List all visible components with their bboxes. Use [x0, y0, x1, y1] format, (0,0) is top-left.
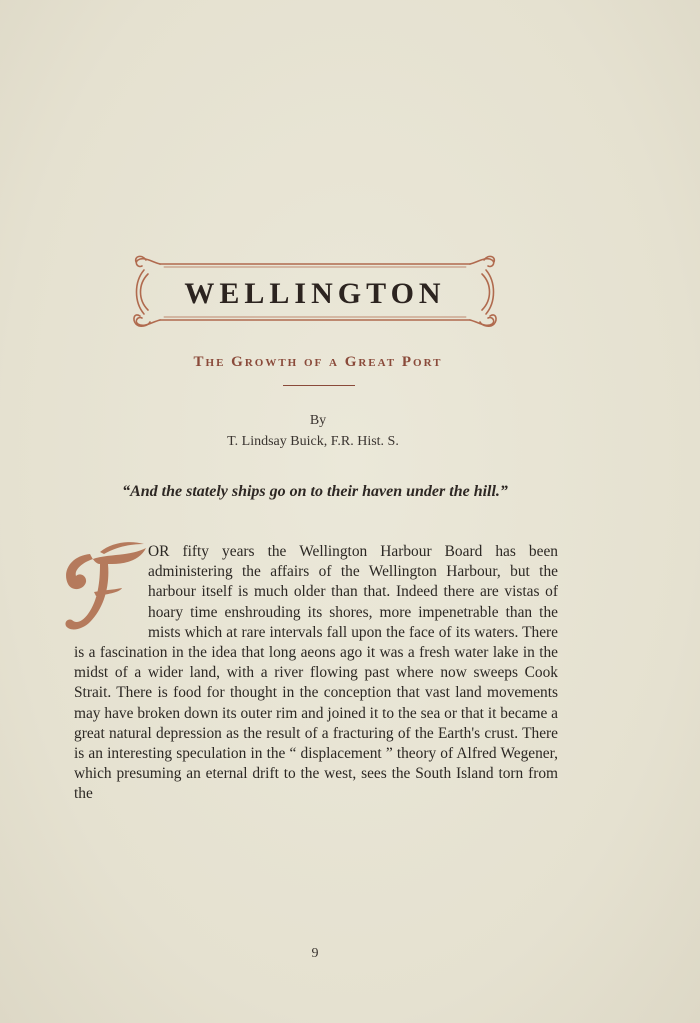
- author-name: T. Lindsay Buick, F.R. Hist. S.: [227, 434, 399, 449]
- title-cartouche: [130, 252, 500, 332]
- epigraph-quote: “And the stately ships go on to their haven under the hill.”: [122, 483, 508, 500]
- divider: [283, 385, 355, 386]
- subtitle: The Growth of a Great Port: [193, 354, 443, 370]
- page-title: WELLINGTON: [184, 277, 446, 310]
- byline: By: [309, 413, 327, 428]
- page-number: 9: [311, 946, 319, 961]
- body-paragraph: [74, 542, 558, 805]
- dropcap: [60, 542, 146, 642]
- body-text: OR fifty years the Wellington Harbour Board has been administering the affairs of the Wellington Harbour, but the harbour itself is much older than that. Indeed there are vistas of hoary time enshrouding its shores, more impenetrable than the mists which at rare intervals fall upon the face of its waters. There is a fascination in the idea that long aeons ago it was a fresh water lake in the midst of a wider land, with a river flowing past where now sweeps Cook Strait. There is food for thought in the conception that vast land movements may have broken down its outer rim and joined it to the sea or that it became a great natural depression as the result of a fracturing of the Earth's crust. There is an interesting speculation in the “ displacement ” theory of Alfred Wegener, which presuming an eternal drift to the west, sees the South Island torn from the: [74, 543, 558, 803]
